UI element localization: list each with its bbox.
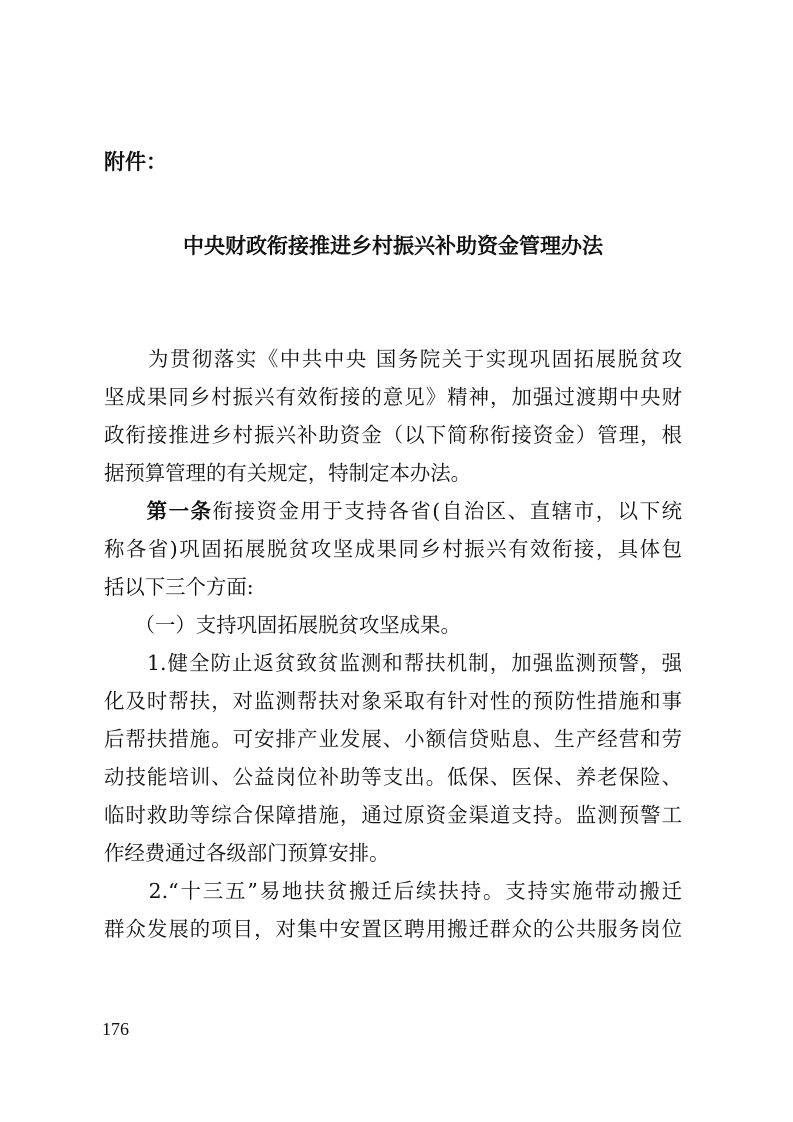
page-number: 176 [102, 1019, 129, 1039]
article-one-text: 衔接资金用于支持各省(自治区、直辖市，以下统 [212, 499, 683, 523]
section-heading-1: （一）支持巩固拓展脱贫攻坚成果。 [104, 613, 461, 637]
body-line-16: 群众发展的项目，对集中安置区聘用搬迁群众的公共服务岗位 [104, 917, 682, 941]
body-line-6: 称各省)巩固拓展脱贫攻坚成果同乡村振兴有效衔接，具体包 [104, 537, 682, 561]
attachment-label: 附件： [104, 150, 167, 174]
document-title: 中央财政衔接推进乡村振兴补助资金管理办法 [183, 234, 603, 258]
body-line-9: 1.健全防止返贫致贫监测和帮扶机制，加强监测预警，强 [104, 651, 682, 675]
article-one-line [104, 497, 682, 525]
body-line-3: 政衔接推进乡村振兴补助资金（以下简称衔接资金）管理，根 [104, 423, 682, 447]
body-line-14: 作经费通过各级部门预算安排。 [104, 841, 390, 865]
body-line-1: 为贯彻落实《中共中央 国务院关于实现巩固拓展脱贫攻 [104, 347, 682, 371]
body-line-7: 括以下三个方面: [104, 575, 254, 599]
body-line-4: 据预算管理的有关规定，特制定本办法。 [104, 461, 472, 485]
body-line-13: 临时救助等综合保障措施，通过原资金渠道支持。监测预警工 [104, 803, 682, 827]
body-line-2: 坚成果同乡村振兴有效衔接的意见》精神，加强过渡期中央财 [104, 385, 682, 409]
article-one-label: 第一条 [145, 499, 213, 523]
body-line-12: 动技能培训、公益岗位补助等支出。低保、医保、养老保险、 [104, 765, 682, 789]
body-line-11: 后帮扶措施。可安排产业发展、小额信贷贴息、生产经营和劳 [104, 727, 682, 751]
body-line-15: 2.“十三五”易地扶贫搬迁后续扶持。支持实施带动搬迁 [104, 879, 682, 903]
body-line-10: 化及时帮扶，对监测帮扶对象采取有针对性的预防性措施和事 [104, 689, 682, 713]
